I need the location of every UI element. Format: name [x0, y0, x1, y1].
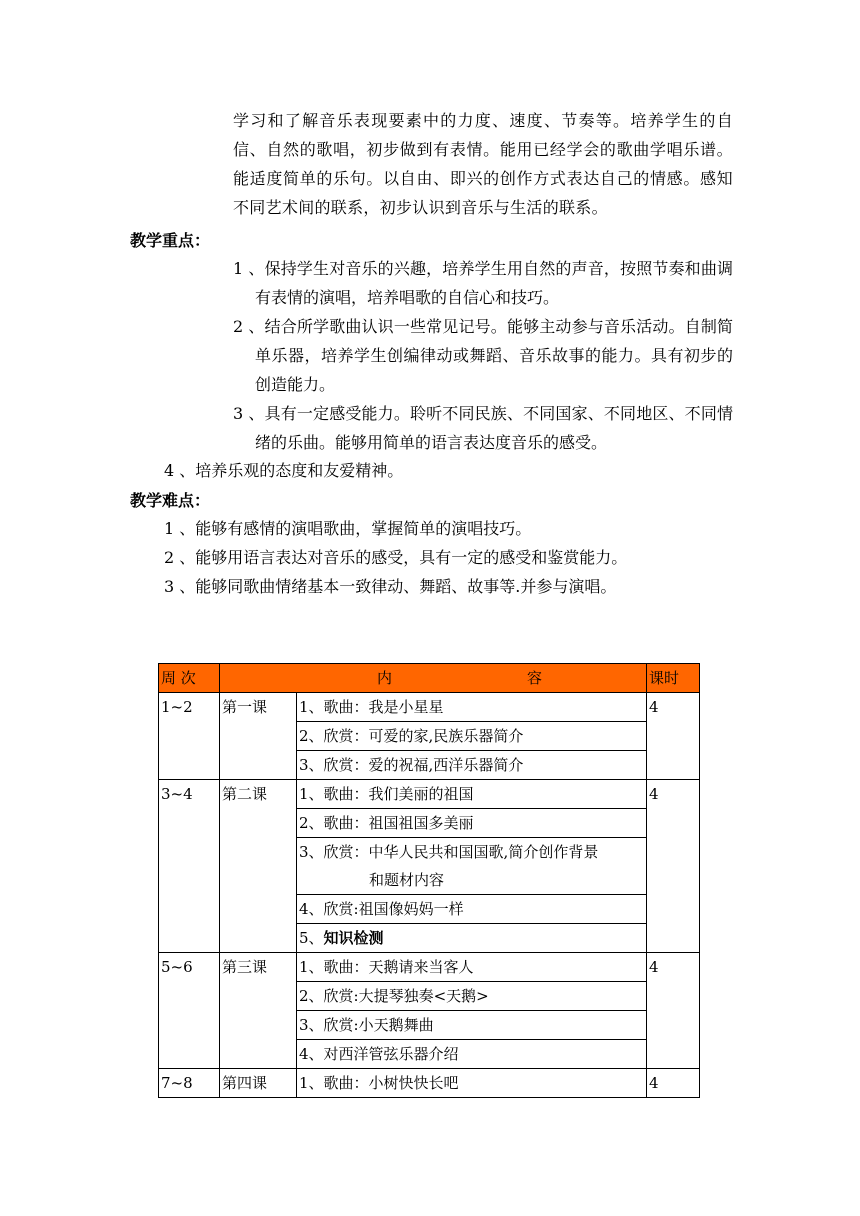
- header-week: 周 次: [159, 664, 220, 693]
- focus-item-3: 3 、具有一定感受能力。聆听不同民族、不同国家、不同地区、不同情绪的乐曲。能够用简单的语言表达度音乐的感受。: [233, 404, 733, 452]
- difficulty-item-1: 1 、能够有感情的演唱歌曲，掌握简单的演唱技巧。: [164, 519, 532, 538]
- table-row: [159, 780, 700, 809]
- intro-paragraph: 学习和了解音乐表现要素中的力度、速度、节奏等。培养学生的自信、自然的歌唱，初步做到有表情。能用已经学会的歌曲学唱乐谱。能适度简单的乐句。以自由、即兴的创作方式表达自己的情感。感知不同艺术间的联系，初步认识到音乐与生活的联系。: [233, 111, 733, 217]
- content-cell: 2、欣赏:大提琴独奏<天鹅>: [297, 982, 647, 1011]
- content-cell: 2、歌曲：祖国祖国多美丽: [297, 809, 647, 838]
- schedule-table: [158, 663, 700, 1098]
- week-cell: 7~8: [159, 1069, 220, 1098]
- focus-heading: 教学重点：: [130, 231, 211, 250]
- content-cell: 1、歌曲：我是小星星: [297, 693, 647, 722]
- content-line-continued: 和题材内容: [369, 871, 445, 889]
- content-cell: 3、欣赏：爱的祝福,西洋乐器简介: [297, 751, 647, 780]
- header-hours: 课时: [647, 664, 700, 693]
- hours-cell: 4: [647, 693, 700, 780]
- table-header-row: [159, 664, 700, 693]
- week-cell: 1~2: [159, 693, 220, 780]
- difficulty-item-2: 2 、能够用语言表达对音乐的感受，具有一定的感受和鉴赏能力。: [164, 548, 628, 567]
- header-content-right: 容: [526, 669, 542, 687]
- content-cell: 1、歌曲：我们美丽的祖国: [297, 780, 647, 809]
- content-line: 3、欣赏：中华人民共和国国歌,简介创作背景: [299, 843, 599, 861]
- content-cell: 4、欣赏:祖国像妈妈一样: [297, 895, 647, 924]
- content-cell: [297, 924, 647, 953]
- table-row: [159, 1069, 700, 1098]
- knowledge-test-label: 知识检测: [323, 929, 384, 947]
- table-row: [159, 953, 700, 982]
- lesson-cell: 第三课: [220, 953, 297, 1069]
- content-number: 5、: [299, 929, 324, 947]
- header-content: [220, 664, 647, 693]
- header-content-left: 内: [376, 669, 392, 687]
- hours-cell: 4: [647, 1069, 700, 1098]
- focus-item-2: 2 、结合所学歌曲认识一些常见记号。能够主动参与音乐活动。自制简单乐器，培养学生创编律动或舞蹈、音乐故事的能力。具有初步的创造能力。: [233, 317, 733, 394]
- content-cell: 1、歌曲：小树快快长吧: [297, 1069, 647, 1098]
- lesson-cell: 第一课: [220, 693, 297, 780]
- content-cell: 2、欣赏：可爱的家,民族乐器简介: [297, 722, 647, 751]
- lesson-cell: 第二课: [220, 780, 297, 953]
- difficulty-item-3: 3 、能够同歌曲情绪基本一致律动、舞蹈、故事等.并参与演唱。: [164, 577, 617, 596]
- focus-item-4: 4 、培养乐观的态度和友爱精神。: [164, 461, 404, 480]
- hours-cell: 4: [647, 953, 700, 1069]
- lesson-cell: 第四课: [220, 1069, 297, 1098]
- difficulty-heading: 教学难点：: [130, 491, 211, 510]
- content-cell: 4、对西洋管弦乐器介绍: [297, 1040, 647, 1069]
- table-row: [159, 693, 700, 722]
- week-cell: 3~4: [159, 780, 220, 953]
- content-cell: 3、欣赏:小天鹅舞曲: [297, 1011, 647, 1040]
- content-cell: [297, 838, 647, 895]
- week-cell: 5~6: [159, 953, 220, 1069]
- focus-item-1: 1 、保持学生对音乐的兴趣，培养学生用自然的声音，按照节奏和曲调有表情的演唱，培养唱歌的自信心和技巧。: [233, 259, 733, 307]
- hours-cell: 4: [647, 780, 700, 953]
- content-cell: 1、歌曲：天鹅请来当客人: [297, 953, 647, 982]
